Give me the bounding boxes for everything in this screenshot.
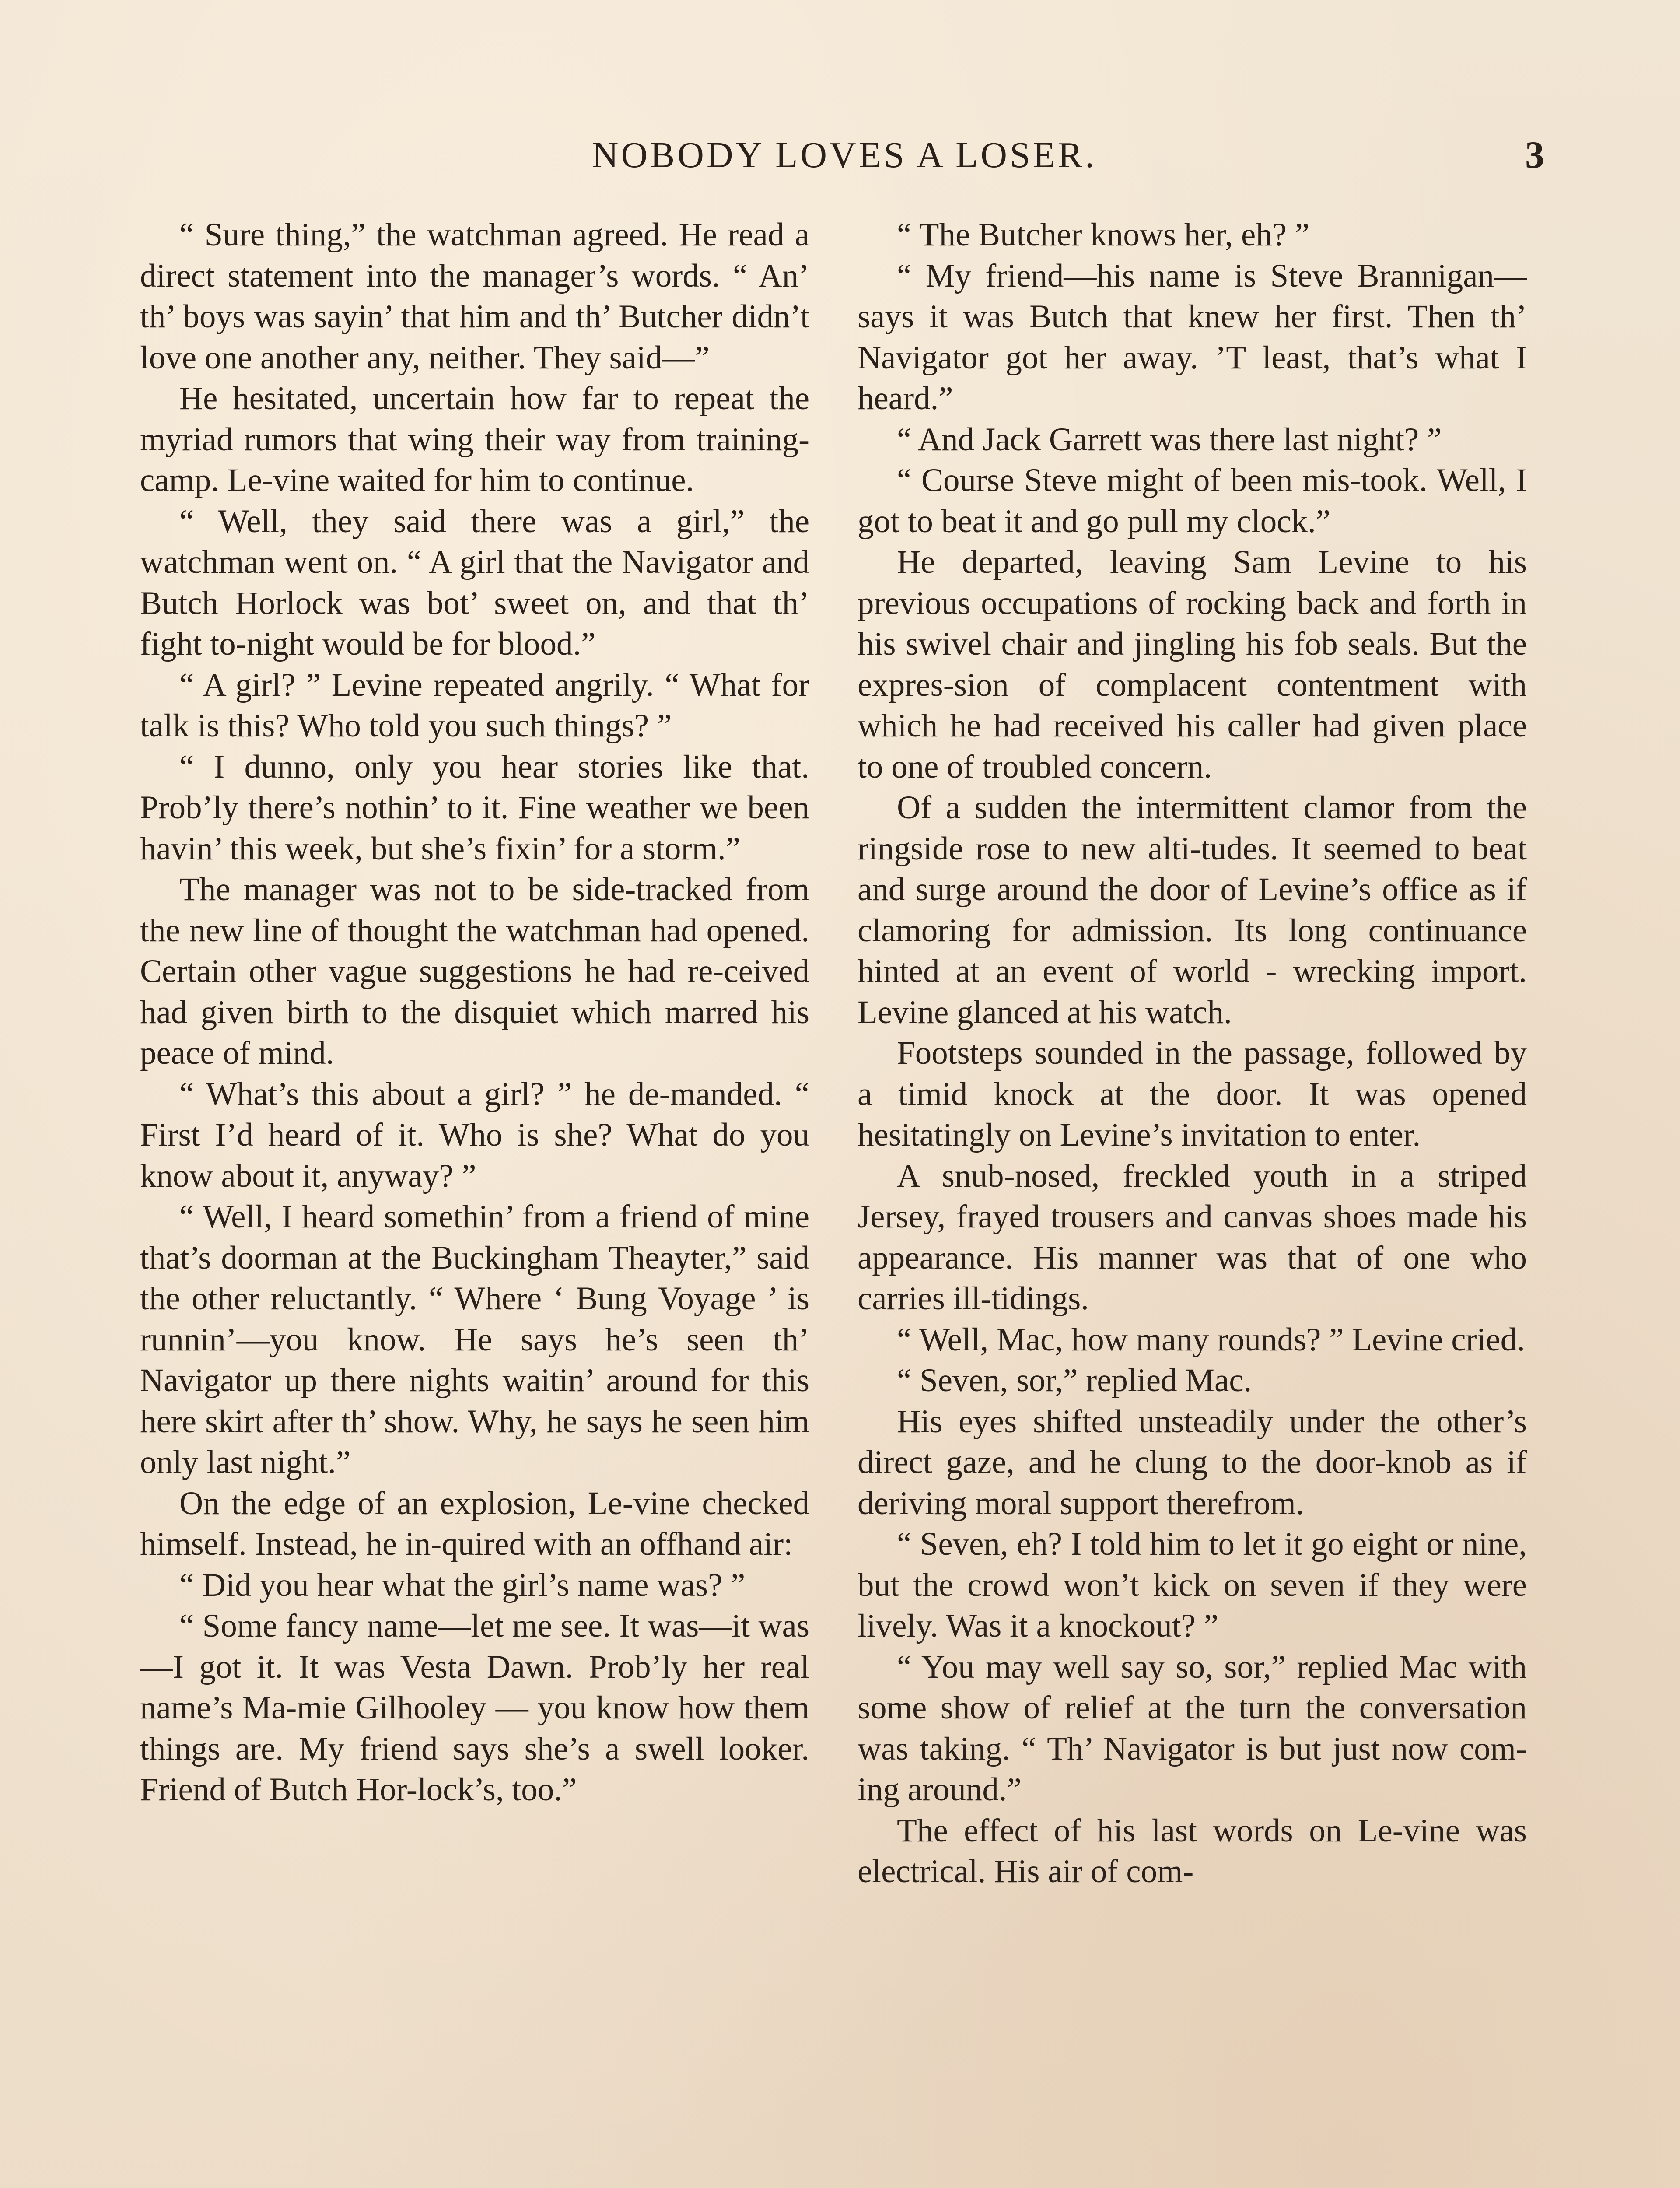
paragraph: Footsteps sounded in the passage, followed by a timid knock at the door. It was opened hesitatingly on Levine’s invitation to enter. — [858, 1035, 1527, 1153]
paragraph: “ And Jack Garrett was there last night? ” — [897, 421, 1442, 458]
paragraph: “ The Butcher knows her, eh? ” — [897, 217, 1310, 253]
paragraph: “ A girl? ” Levine repeated angrily. “ What for talk is this? Who told you such things? ” — [140, 666, 809, 744]
right-column — [858, 214, 1527, 1892]
paragraph: “ Well, they said there was a girl,” the watchman went on. “ A girl that the Navigator and Butch Horlock was bot’ sweet on, and that th’ fight to-night would be for blood.” — [140, 503, 809, 662]
paragraph: “ Well, Mac, how many rounds? ” Levine cried. — [897, 1321, 1525, 1358]
running-head — [144, 131, 1544, 179]
paragraph: His eyes shifted unsteadily under the other’s direct gaze, and he clung to the door-knob as if deriving moral support therefrom. — [858, 1403, 1527, 1522]
paragraph: “ Seven, eh? I told him to let it go eight or nine, but the crowd won’t kick on seven if they were lively. Was it a knockout? ” — [858, 1526, 1527, 1644]
paragraph: He hesitated, uncertain how far to repeat the myriad rumors that wing their way from training-camp. Le-vine waited for him to continue. — [140, 380, 809, 498]
paragraph: He departed, leaving Sam Levine to his previous occupations of rocking back and forth in his swivel chair and jingling his fob seals. But the expres-sion of complacent contentment with which he had received his caller had given place to one of troubled concern. — [858, 544, 1527, 785]
paragraph: “ I dunno, only you hear stories like that. Prob’ly there’s nothin’ to it. Fine weather we been havin’ this week, but she’s fixin’ for a storm.” — [140, 748, 809, 867]
running-title: NOBODY LOVES A LOSER. — [592, 135, 1097, 175]
paragraph: “ Course Steve might of been mis-took. Well, I got to beat it and go pull my clock.” — [858, 462, 1527, 540]
paragraph: “ Sure thing,” the watchman agreed. He read a direct statement into the manager’s words. “ An’ th’ boys was sayin’ that him and th’ Butcher didn’t love one another any, neither. They said—” — [140, 217, 809, 376]
paragraph: “ Well, I heard somethin’ from a friend of mine that’s doorman at the Buckingham Theayter,” said the other reluctantly. “ Where ‘ Bung Voyage ’ is runnin’—you know. He says he’s seen th’ Navigator up there nights waitin’ around for this here skirt after th’ show. Why, he says he seen him only last night.” — [140, 1199, 809, 1480]
page-number: 3 — [1525, 134, 1544, 176]
paragraph: A snub-nosed, freckled youth in a striped Jersey, frayed trousers and canvas shoes made his appearance. His manner was that of one who carries ill-tidings. — [858, 1157, 1527, 1317]
paragraph: “ My friend—his name is Steve Brannigan—says it was Butch that knew her first. Then th’ Navigator got her away. ’T least, that’s what I heard.” — [858, 257, 1527, 417]
paragraph: “ Some fancy name—let me see. It was—it was—I got it. It was Vesta Dawn. Prob’ly her real name’s Ma-mie Gilhooley — you know how them things are. My friend says she’s a swell looker. Friend of Butch Hor-lock’s, too.” — [140, 1608, 809, 1808]
paragraph: The effect of his last words on Le-vine was electrical. His air of com- — [858, 1812, 1527, 1890]
paragraph: “ Seven, sor,” replied Mac. — [897, 1362, 1252, 1399]
paragraph: “ What’s this about a girl? ” he de-manded. “ First I’d heard of it. Who is she? What do you know about it, anyway? ” — [140, 1076, 809, 1194]
paragraph: On the edge of an explosion, Le-vine checked himself. Instead, he in-quired with an offhand air: — [140, 1485, 809, 1562]
left-column — [140, 214, 809, 1810]
paragraph: “ Did you hear what the girl’s name was? ” — [179, 1567, 746, 1603]
paragraph: “ You may well say so, sor,” replied Mac with some show of relief at the turn the conversation was taking. “ Th’ Navigator is but just now com-ing around.” — [858, 1648, 1527, 1808]
paragraph: The manager was not to be side-tracked from the new line of thought the watchman had opened. Certain other vague suggestions he had re-ceived had given birth to the disquiet which marred his peace of mind. — [140, 871, 809, 1071]
paragraph: Of a sudden the intermittent clamor from the ringside rose to new alti-tudes. It seemed to beat and surge around the door of Levine’s office as if clamoring for admission. Its long continuance hinted at an event of world - wrecking import. Levine glanced at his watch. — [858, 789, 1527, 1031]
